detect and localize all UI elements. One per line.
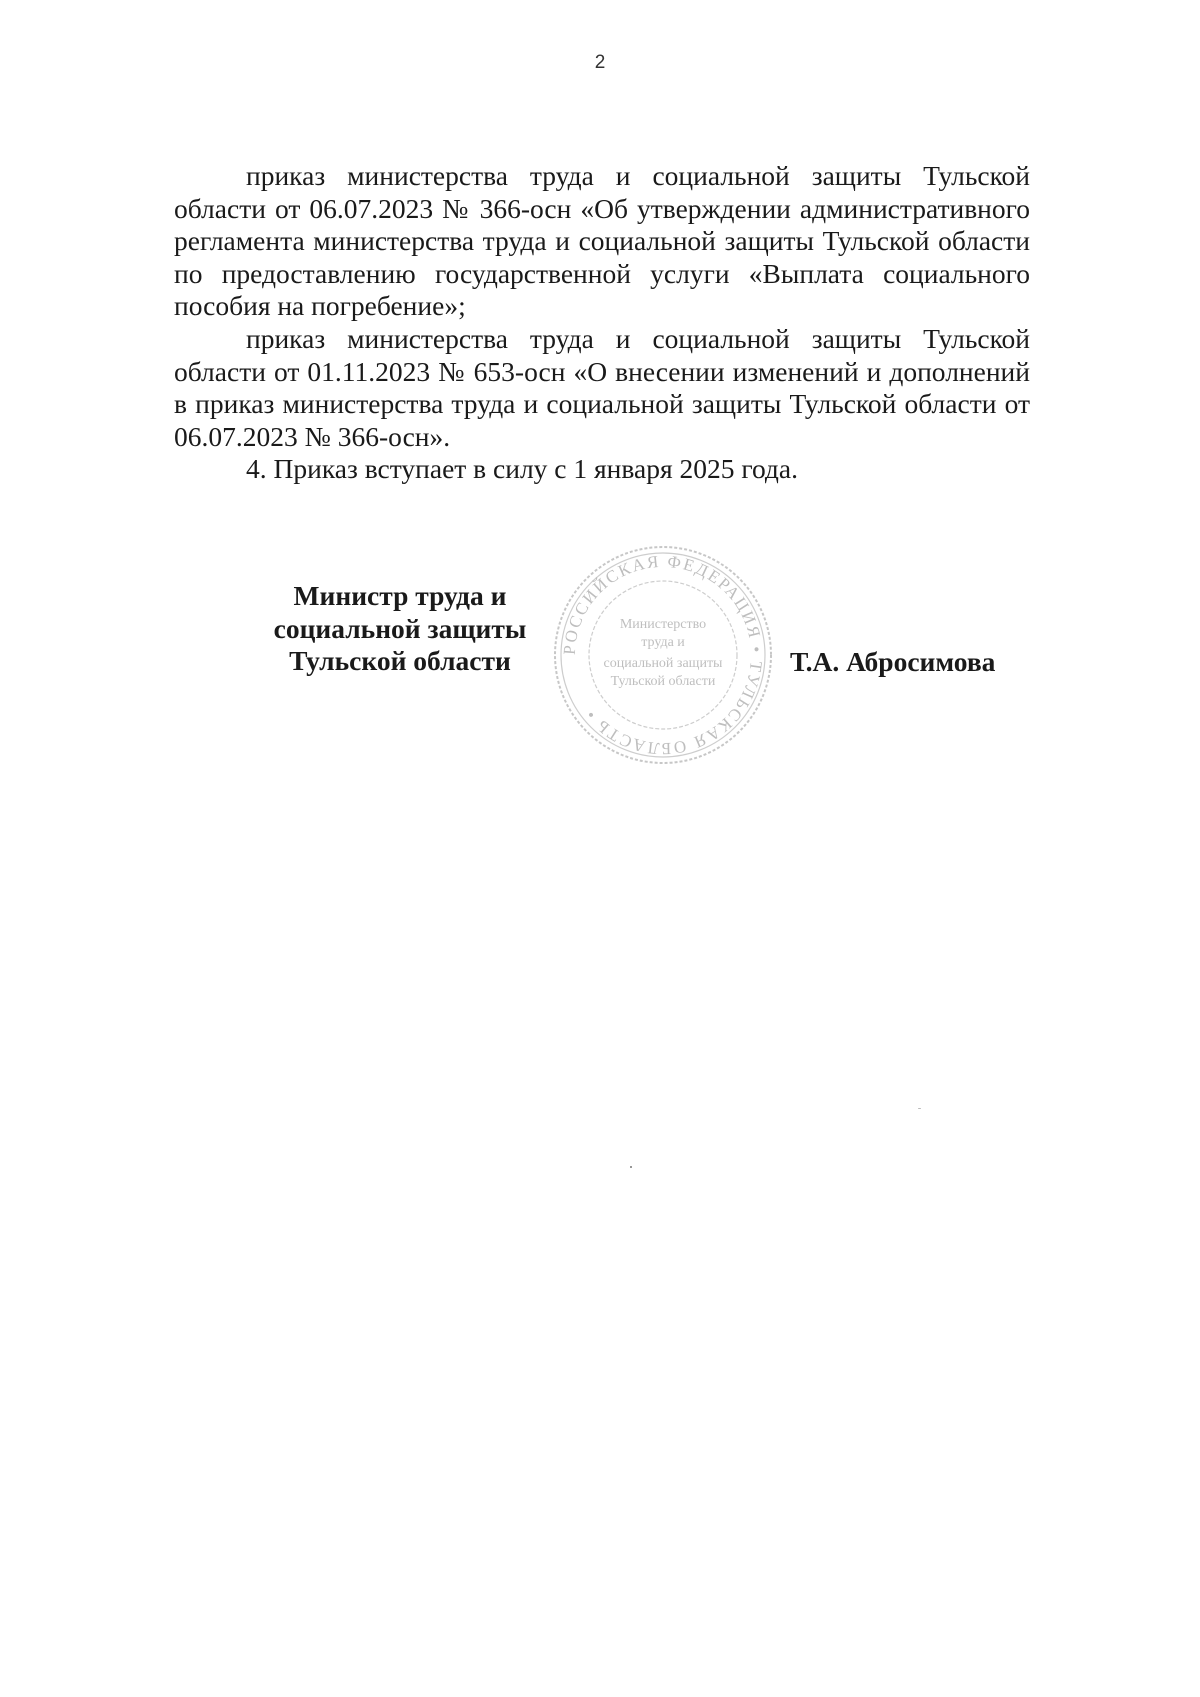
paragraph-order-653: приказ министерства труда и социальной защиты Тульской области от 01.11.2023 № 653-осн «О внесении изменений и дополнений в приказ министерства труда и социальной защиты Тульской области от 06.07.2023 № 366-осн». (174, 322, 1030, 452)
seal-ring-text: РОССИЙСКАЯ ФЕДЕРАЦИЯ • ТУЛЬСКАЯ ОБЛАСТЬ • (559, 551, 767, 759)
signatory-position-line: Министр труда и (293, 580, 507, 611)
official-seal-stamp (548, 540, 778, 770)
seal-center-text: социальной защиты (603, 656, 723, 671)
seal-center-text: Тульской области (610, 674, 716, 689)
paragraph-order-366: приказ министерства труда и социальной защиты Тульской области от 06.07.2023 № 366-осн «Об утверждении административного регламента министерства труда и социальной защиты Тульской области по предоставлению государственной услуги «Выплата социального пособия на погребение»; (174, 160, 1030, 322)
paragraph-effective-date: 4. Приказ вступает в силу с 1 января 2025 года. (246, 453, 798, 485)
scan-speck (630, 1166, 632, 1168)
document-body (174, 160, 1030, 486)
seal-center-text: труда и (641, 635, 685, 650)
signatory-position (200, 580, 600, 678)
signatory-position-line: социальной защиты (273, 612, 527, 644)
seal-center-text: Министерство (619, 617, 707, 632)
scan-speck (918, 1108, 921, 1109)
seal-graphic (548, 540, 778, 770)
signatory-position-line: Тульской области (289, 645, 511, 677)
page-number: 2 (594, 52, 606, 73)
signatory-name: Т.А. Абросимова (790, 646, 996, 677)
